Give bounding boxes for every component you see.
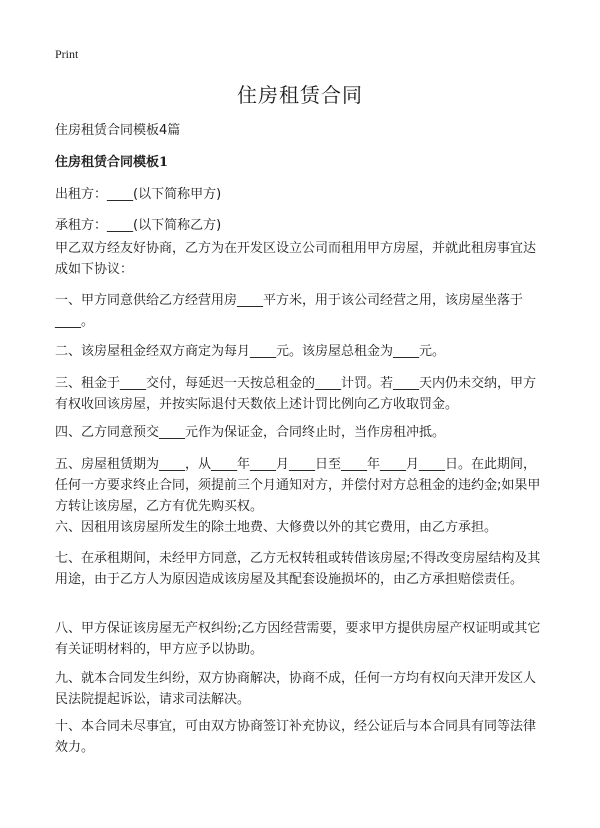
- lessor-line: 出租方：____(以下简称甲方): [55, 187, 222, 202]
- document-title: 住房租赁合同: [237, 83, 363, 107]
- paragraph-clause-8: 八、甲方保证该房屋无产权纠纷;乙方因经营需要，要求甲方提供房屋产权证明或其它有关证明材料的，甲方应予以协助。: [55, 621, 541, 657]
- print-label[interactable]: Print: [55, 47, 79, 61]
- lessee-line: 承租方：____(以下简称乙方): [55, 218, 222, 233]
- paragraph-clause-6: 六、因租用该房屋所发生的除土地费、大修费以外的其它费用，由乙方承担。: [55, 520, 498, 535]
- paragraph-clause-3: 三、租金于____交付，每延迟一天按总租金的____计罚。若____天内仍未交纳，甲方有权收回该房屋，并按实际退付天数依上述计罚比例向乙方收取罚金。: [55, 376, 537, 412]
- paragraph-clause-4: 四、乙方同意预交____元作为保证金，合同终止时，当作房租冲抵。: [55, 425, 446, 440]
- paragraph-clause-10: 十、本合同未尽事宜，可由双方协商签订补充协议，经公证后与本合同具有同等法律效力。: [55, 719, 537, 755]
- section-heading: 住房租赁合同模板1: [55, 155, 169, 170]
- paragraph-clause-7: 七、在承租期间，未经甲方同意，乙方无权转租或转借该房屋;不得改变房屋结构及其用途，由于乙方人为原因造成该房屋及其配套设施损坏的，由乙方承担赔偿责任。: [55, 551, 541, 587]
- paragraph-clause-9: 九、就本合同发生纠纷，双方协商解决，协商不成，任何一方均有权向天津开发区人民法院提起诉讼，请求司法解决。: [55, 671, 537, 707]
- paragraph-clause-5: 五、房屋租赁期为____，从____年____月____日至____年____月____日。在此期间，任何一方要求终止合同，须提前三个月通知对方，并偿付对方总租金的违约金;如果甲方转让该房屋，乙方有优先购买权。: [55, 457, 541, 514]
- document-subtitle: 住房租赁合同模板4篇: [55, 123, 181, 138]
- paragraph-clause-1: 一、甲方同意供给乙方经营用房____平方米，用于该公司经营之用，该房屋坐落于____。: [55, 293, 524, 329]
- paragraph-clause-2: 二、该房屋租金经双方商定为每月____元。该房屋总租金为____元。: [55, 344, 446, 359]
- paragraph-intro: 甲乙双方经友好协商，乙方为在开发区设立公司而租用甲方房屋，并就此租房事宜达成如下协议：: [55, 241, 537, 277]
